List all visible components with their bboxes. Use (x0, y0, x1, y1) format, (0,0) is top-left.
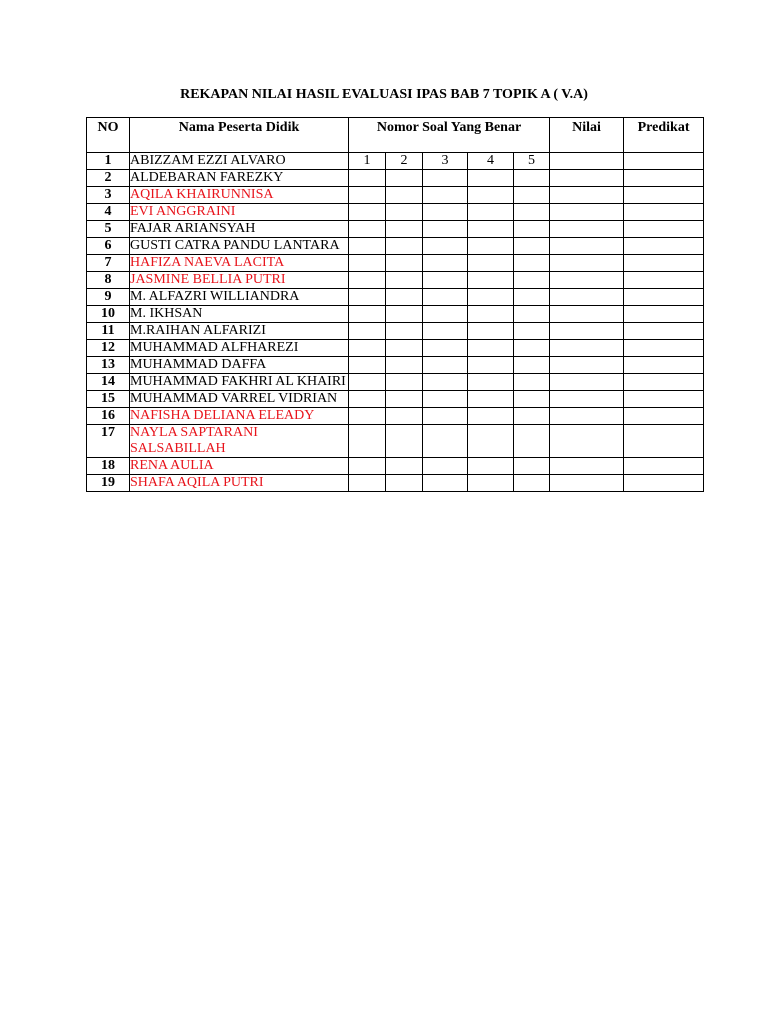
question-2-cell (386, 187, 423, 204)
score-cell (550, 458, 624, 475)
question-3-cell (423, 357, 468, 374)
question-1-cell (349, 204, 386, 221)
question-4-cell (468, 458, 514, 475)
question-2-cell (386, 170, 423, 187)
question-2-cell (386, 204, 423, 221)
student-name: EVI ANGGRAINI (130, 204, 349, 221)
table-row (87, 221, 704, 238)
question-3-cell (423, 323, 468, 340)
score-cell (550, 238, 624, 255)
header-no: NO (87, 118, 130, 153)
student-name: HAFIZA NAEVA LACITA (130, 255, 349, 272)
predicate-cell (624, 391, 704, 408)
question-5-cell (514, 238, 550, 255)
question-2-cell (386, 391, 423, 408)
student-name: ALDEBARAN FAREZKY (130, 170, 349, 187)
question-1-cell (349, 425, 386, 458)
table-row (87, 475, 704, 492)
row-number: 7 (87, 255, 130, 272)
table-row (87, 408, 704, 425)
table-row (87, 272, 704, 289)
question-5-cell (514, 323, 550, 340)
table-row (87, 289, 704, 306)
row-number: 4 (87, 204, 130, 221)
predicate-cell (624, 221, 704, 238)
question-3-cell (423, 221, 468, 238)
table-row (87, 425, 704, 458)
question-2-cell (386, 374, 423, 391)
header-correct-questions: Nomor Soal Yang Benar (349, 118, 550, 153)
question-1-cell (349, 187, 386, 204)
question-5-cell (514, 204, 550, 221)
question-4-cell (468, 221, 514, 238)
question-3-cell (423, 170, 468, 187)
predicate-cell (624, 272, 704, 289)
question-5-cell (514, 272, 550, 289)
question-5-cell (514, 458, 550, 475)
question-3-cell (423, 204, 468, 221)
student-name: NAFISHA DELIANA ELEADY (130, 408, 349, 425)
question-3-cell (423, 238, 468, 255)
question-1-cell (349, 357, 386, 374)
predicate-cell (624, 170, 704, 187)
question-4-cell (468, 170, 514, 187)
question-2-cell (386, 221, 423, 238)
question-4-cell (468, 255, 514, 272)
question-4-cell (468, 306, 514, 323)
question-3-cell (423, 187, 468, 204)
student-name: MUHAMMAD VARREL VIDRIAN (130, 391, 349, 408)
question-4-cell (468, 238, 514, 255)
row-number: 14 (87, 374, 130, 391)
header-score: Nilai (550, 118, 624, 153)
table-row (87, 204, 704, 221)
table-body (87, 153, 704, 492)
score-cell (550, 204, 624, 221)
predicate-cell (624, 289, 704, 306)
question-1-cell (349, 272, 386, 289)
question-2-cell (386, 289, 423, 306)
question-5-cell (514, 306, 550, 323)
score-cell (550, 153, 624, 170)
row-number: 9 (87, 289, 130, 306)
question-2-cell (386, 425, 423, 458)
row-number: 15 (87, 391, 130, 408)
question-5-cell (514, 425, 550, 458)
question-1-cell (349, 408, 386, 425)
student-name: M.RAIHAN ALFARIZI (130, 323, 349, 340)
score-cell (550, 170, 624, 187)
score-cell (550, 340, 624, 357)
question-1-cell (349, 255, 386, 272)
score-cell (550, 391, 624, 408)
table-row (87, 391, 704, 408)
student-name: MUHAMMAD FAKHRI AL KHAIRI (130, 374, 349, 391)
score-cell (550, 255, 624, 272)
student-name: M. ALFAZRI WILLIANDRA (130, 289, 349, 306)
predicate-cell (624, 340, 704, 357)
predicate-cell (624, 357, 704, 374)
question-5-cell (514, 221, 550, 238)
predicate-cell (624, 475, 704, 492)
question-2-cell (386, 323, 423, 340)
question-2-cell (386, 340, 423, 357)
question-1-cell (349, 475, 386, 492)
score-cell (550, 408, 624, 425)
question-1-cell (349, 289, 386, 306)
predicate-cell (624, 238, 704, 255)
student-name: AQILA KHAIRUNNISA (130, 187, 349, 204)
score-cell (550, 306, 624, 323)
question-1-cell (349, 221, 386, 238)
student-name: JASMINE BELLIA PUTRI (130, 272, 349, 289)
question-5-cell (514, 187, 550, 204)
question-4-cell (468, 475, 514, 492)
question-1-cell (349, 170, 386, 187)
row-number: 10 (87, 306, 130, 323)
question-4-cell (468, 357, 514, 374)
score-cell (550, 187, 624, 204)
question-2-cell (386, 272, 423, 289)
row-number: 17 (87, 425, 130, 458)
score-cell (550, 323, 624, 340)
predicate-cell (624, 204, 704, 221)
table-row (87, 255, 704, 272)
student-name: RENA AULIA (130, 458, 349, 475)
score-cell (550, 272, 624, 289)
question-3-cell (423, 306, 468, 323)
row-number: 13 (87, 357, 130, 374)
row-number: 16 (87, 408, 130, 425)
row-number: 18 (87, 458, 130, 475)
question-4-cell (468, 408, 514, 425)
row-number: 1 (87, 153, 130, 170)
question-3-cell (423, 425, 468, 458)
student-name: M. IKHSAN (130, 306, 349, 323)
question-1-cell (349, 238, 386, 255)
question-5-cell (514, 391, 550, 408)
question-4-cell (468, 204, 514, 221)
question-3-cell (423, 255, 468, 272)
row-number: 8 (87, 272, 130, 289)
table-row (87, 340, 704, 357)
score-cell (550, 475, 624, 492)
question-4-cell (468, 289, 514, 306)
table-row (87, 323, 704, 340)
predicate-cell (624, 153, 704, 170)
question-5-cell (514, 255, 550, 272)
student-name: MUHAMMAD DAFFA (130, 357, 349, 374)
table-row (87, 153, 704, 170)
question-2-cell (386, 238, 423, 255)
question-4-cell: 4 (468, 153, 514, 170)
question-5-cell (514, 289, 550, 306)
table-row (87, 238, 704, 255)
question-4-cell (468, 391, 514, 408)
predicate-cell (624, 187, 704, 204)
question-4-cell (468, 187, 514, 204)
predicate-cell (624, 458, 704, 475)
table-row (87, 306, 704, 323)
score-cell (550, 221, 624, 238)
question-1-cell (349, 458, 386, 475)
table-row (87, 458, 704, 475)
table-row (87, 187, 704, 204)
predicate-cell (624, 425, 704, 458)
question-3-cell (423, 475, 468, 492)
score-cell (550, 374, 624, 391)
row-number: 6 (87, 238, 130, 255)
row-number: 3 (87, 187, 130, 204)
table-header-row (87, 118, 704, 153)
question-2-cell (386, 357, 423, 374)
question-5-cell (514, 374, 550, 391)
question-3-cell (423, 391, 468, 408)
score-cell (550, 425, 624, 458)
question-4-cell (468, 323, 514, 340)
question-1-cell: 1 (349, 153, 386, 170)
question-2-cell (386, 408, 423, 425)
score-cell (550, 289, 624, 306)
student-name: NAYLA SAPTARANI SALSABILLAH (130, 425, 349, 458)
question-2-cell (386, 458, 423, 475)
question-2-cell (386, 475, 423, 492)
table-row (87, 357, 704, 374)
question-4-cell (468, 340, 514, 357)
predicate-cell (624, 323, 704, 340)
row-number: 12 (87, 340, 130, 357)
student-name: GUSTI CATRA PANDU LANTARA (130, 238, 349, 255)
question-4-cell (468, 272, 514, 289)
document-title: REKAPAN NILAI HASIL EVALUASI IPAS BAB 7 TOPIK A ( V.A) (180, 87, 588, 102)
question-2-cell (386, 255, 423, 272)
question-4-cell (468, 425, 514, 458)
question-3-cell (423, 272, 468, 289)
grade-recap-table (86, 117, 704, 492)
question-2-cell: 2 (386, 153, 423, 170)
student-name: FAJAR ARIANSYAH (130, 221, 349, 238)
question-5-cell (514, 357, 550, 374)
student-name: SHAFA AQILA PUTRI (130, 475, 349, 492)
question-3-cell (423, 340, 468, 357)
question-5-cell (514, 340, 550, 357)
question-3-cell (423, 458, 468, 475)
predicate-cell (624, 306, 704, 323)
question-1-cell (349, 323, 386, 340)
row-number: 5 (87, 221, 130, 238)
question-2-cell (386, 306, 423, 323)
row-number: 19 (87, 475, 130, 492)
row-number: 11 (87, 323, 130, 340)
question-5-cell (514, 408, 550, 425)
predicate-cell (624, 374, 704, 391)
question-5-cell: 5 (514, 153, 550, 170)
question-1-cell (349, 340, 386, 357)
table-row (87, 170, 704, 187)
header-predicate: Predikat (624, 118, 704, 153)
student-name: MUHAMMAD ALFHAREZI (130, 340, 349, 357)
student-name: ABIZZAM EZZI ALVARO (130, 153, 349, 170)
question-1-cell (349, 374, 386, 391)
row-number: 2 (87, 170, 130, 187)
question-1-cell (349, 391, 386, 408)
question-5-cell (514, 170, 550, 187)
question-3-cell: 3 (423, 153, 468, 170)
question-1-cell (349, 306, 386, 323)
question-3-cell (423, 408, 468, 425)
question-4-cell (468, 374, 514, 391)
predicate-cell (624, 408, 704, 425)
question-3-cell (423, 289, 468, 306)
header-student-name: Nama Peserta Didik (130, 118, 349, 153)
predicate-cell (624, 255, 704, 272)
question-5-cell (514, 475, 550, 492)
table-row (87, 374, 704, 391)
question-3-cell (423, 374, 468, 391)
score-cell (550, 357, 624, 374)
